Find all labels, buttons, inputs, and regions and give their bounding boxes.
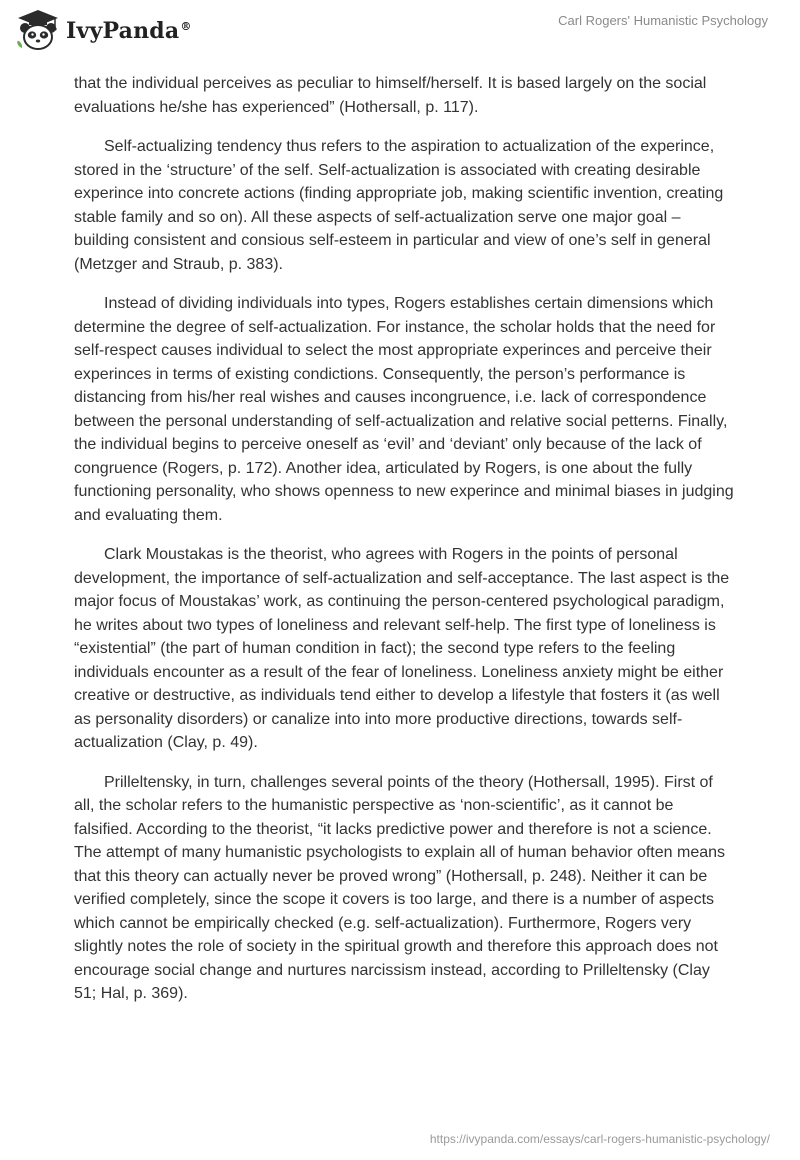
paragraph-self-actualizing: Self-actualizing tendency thus refers to the aspiration to actualization of the experince, stored in the ‘structure’ of the self. Self-actualization is associated with creating desirable experince into concrete actions (finding appropriate job, making scientific invention, creating stable family and so on). All these aspects of self-actualization serve one major goal – building consistent and consious self-esteem in particular and view of one’s self in general (Metzger and Straub, p. 383). [74, 138, 724, 273]
paragraph-continuation: that the individual perceives as peculiar to himself/herself. It is based largely on the social evaluations he/she has experienced” (Hothersall, p. 117). [74, 75, 707, 116]
paragraph-prilleltensky: Prilleltensky, in turn, challenges several points of the theory (Hothersall, 1995). First of all, the scholar refers to the humanistic perspective as ‘non-scientific’, as it cannot be falsified. According to the theorist, “it lacks predictive power and therefore is not a science. The attempt of many humanistic psychologists to explain all of human behavior often means that this theory can actually never be proved wrong” (Hothersall, p. 248). Neither it can be verified completely, since the scope it covers is too large, and there is a number of aspects which cannot be empirically checked (e.g. self-actualization). Furthermore, Rogers very slightly notes the role of society in the spiritual growth and therefore this approach does not encourage social change and nurtures narcissism instead, according to Prilleltensky (Clay 51; Hal, p. 369). [74, 773, 726, 1002]
panda-graduate-icon [14, 8, 62, 52]
paragraph-moustakas: Clark Moustakas is the theorist, who agrees with Rogers in the points of personal development, the importance of self-actualization and self-acceptance. The last aspect is the major focus of Moustakas’ work, as continuing the person-centered psychological paradigm, he writes about two types of loneliness and relevant self-help. The first type of loneliness is “existential” (the part of human condition in fact); the second type refers to the feeling individuals encounter as a result of the fear of loneliness. Loneliness anxiety might be either creative or destructive, as individuals tend either to develop a lifestyle that fosters it (as well as personality disorders) or canalize into into more productive directions, towards self-actualization (Clay, p. 49). [74, 546, 730, 751]
registered-mark: ® [180, 19, 192, 33]
logo-wordmark: IvyPanda® [66, 18, 192, 44]
essay-body [74, 72, 734, 1022]
document-title: Carl Rogers' Humanistic Psychology [558, 13, 768, 28]
page-header [0, 0, 800, 60]
ivypanda-logo[interactable] [14, 8, 192, 52]
source-url[interactable]: https://ivypanda.com/essays/carl-rogers-humanistic-psychology/ [429, 1132, 770, 1146]
paragraph-dimensions: Instead of dividing individuals into types, Rogers establishes certain dimensions which determine the degree of self-actualization. For instance, the scholar holds that the need for self-respect causes individual to select the most appropriate experinces and perceive their experinces in terms of existing condictions. Consequently, the person’s performance is distancing from his/her real wishes and causes incongruence, i.e. lack of correspondence between the personal understanding of self-actualization and relative social petterns. Finally, the individual begins to perceive oneself as ‘evil’ and ‘deviant’ only because of the lack of congruence (Rogers, p. 172). Another idea, articulated by Rogers, is one about the fully functioning personality, who shows openness to new experince and minimal biases in judging and evaluating them. [74, 295, 734, 524]
